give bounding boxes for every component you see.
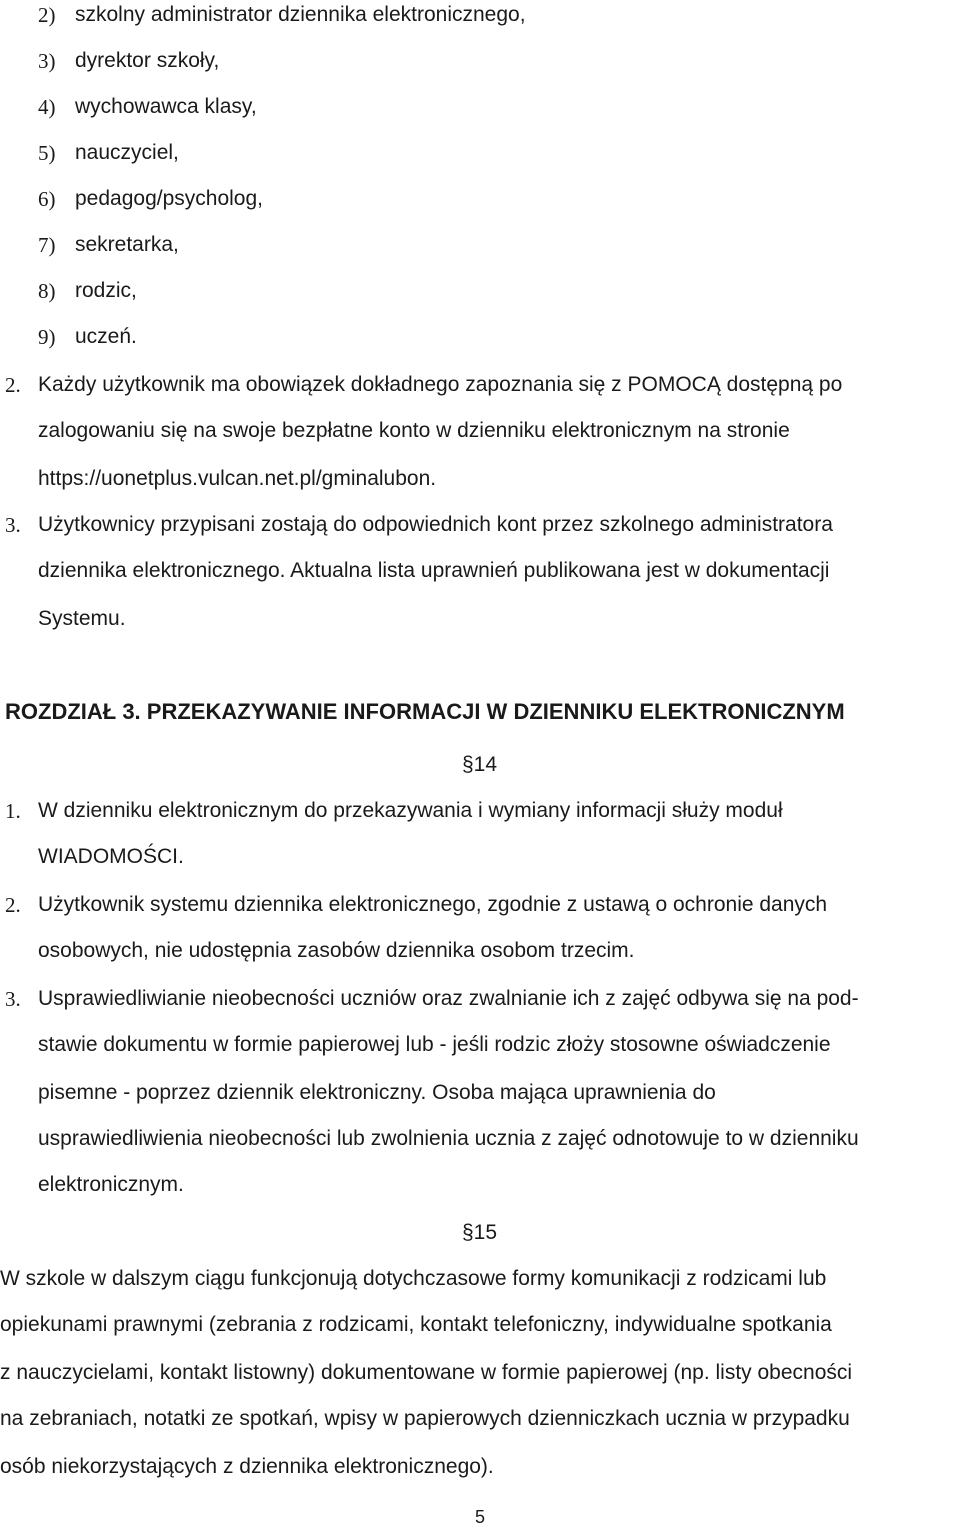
list-number: 5) (38, 141, 56, 165)
paragraph-line: WIADOMOŚCI. (38, 845, 184, 868)
paragraph-line: Systemu. (38, 607, 126, 630)
paragraph-line: pisemne - poprzez dziennik elektroniczny. Osoba mająca uprawnienia do (38, 1081, 716, 1104)
paragraph-line: Każdy użytkownik ma obowiązek dokładnego zapoznania się z POMOCĄ dostępną po (38, 373, 843, 396)
paragraph-line: Usprawiedliwianie nieobecności uczniów oraz zwalnianie ich z zajęć odbywa się na pod- (38, 987, 859, 1010)
paragraph-number: 3. (5, 513, 21, 537)
paragraph-number: 1. (5, 799, 21, 823)
paragraph-line: osób niekorzystających z dziennika elektronicznego). (0, 1455, 494, 1478)
url-link[interactable]: https://uonetplus.vulcan.net.pl/gminalubon. (38, 467, 437, 490)
list-item: wychowawca klasy, (75, 95, 257, 118)
paragraph-line: z nauczycielami, kontakt listowny) dokumentowane w formie papierowej (np. listy obecności (0, 1361, 853, 1384)
list-number: 8) (38, 279, 56, 303)
list-item: nauczyciel, (75, 141, 179, 164)
list-item: uczeń. (75, 325, 137, 348)
list-item: rodzic, (75, 279, 137, 302)
paragraph-line: stawie dokumentu w formie papierowej lub - jeśli rodzic złoży stosowne oświadczenie (38, 1033, 831, 1056)
list-number: 2) (38, 3, 56, 27)
paragraph-line: elektronicznym. (38, 1173, 184, 1196)
paragraph-number: 2. (5, 373, 21, 397)
paragraph-line: W dzienniku elektronicznym do przekazywania i wymiany informacji służy moduł (38, 799, 783, 822)
paragraph-line: zalogowaniu się na swoje bezpłatne konto w dzienniku elektronicznym na stronie (38, 419, 790, 442)
paragraph-line: na zebraniach, notatki ze spotkań, wpisy w papierowych dzienniczkach ucznia w przypadku (0, 1407, 850, 1430)
list-item: sekretarka, (75, 233, 179, 256)
paragraph-line: opiekunami prawnymi (zebrania z rodzicami, kontakt telefoniczny, indywidualne spotkania (0, 1313, 832, 1336)
list-number: 4) (38, 95, 56, 119)
paragraph-line: osobowych, nie udostępnia zasobów dziennika osobom trzecim. (38, 939, 635, 962)
paragraph-line: Użytkownik systemu dziennika elektronicznego, zgodnie z ustawą o ochronie danych (38, 893, 828, 916)
list-item: dyrektor szkoły, (75, 49, 220, 72)
page-number: 5 (475, 1507, 486, 1527)
list-number: 3) (38, 49, 56, 73)
paragraph-line: usprawiedliwienia nieobecności lub zwolnienia ucznia z zajęć odnotowuje to w dzienniku (38, 1127, 859, 1150)
list-number: 6) (38, 187, 56, 211)
section-mark: §14 (462, 753, 498, 776)
list-number: 9) (38, 325, 56, 349)
chapter-heading: ROZDZIAŁ 3. PRZEKAZYWANIE INFORMACJI W DZIENNIKU ELEKTRONICZNYM (5, 699, 845, 724)
list-number: 7) (38, 233, 56, 257)
paragraph-number: 3. (5, 987, 21, 1011)
paragraph-line: W szkole w dalszym ciągu funkcjonują dotychczasowe formy komunikacji z rodzicami lub (0, 1267, 827, 1290)
paragraph-line: Użytkownicy przypisani zostają do odpowiednich kont przez szkolnego administratora (38, 513, 833, 536)
list-item: pedagog/psycholog, (75, 187, 263, 210)
section-mark: §15 (462, 1221, 498, 1244)
paragraph-number: 2. (5, 893, 21, 917)
paragraph-line: dziennika elektronicznego. Aktualna lista uprawnień publikowana jest w dokumentacji (38, 559, 830, 582)
list-item: szkolny administrator dziennika elektronicznego, (75, 3, 526, 26)
